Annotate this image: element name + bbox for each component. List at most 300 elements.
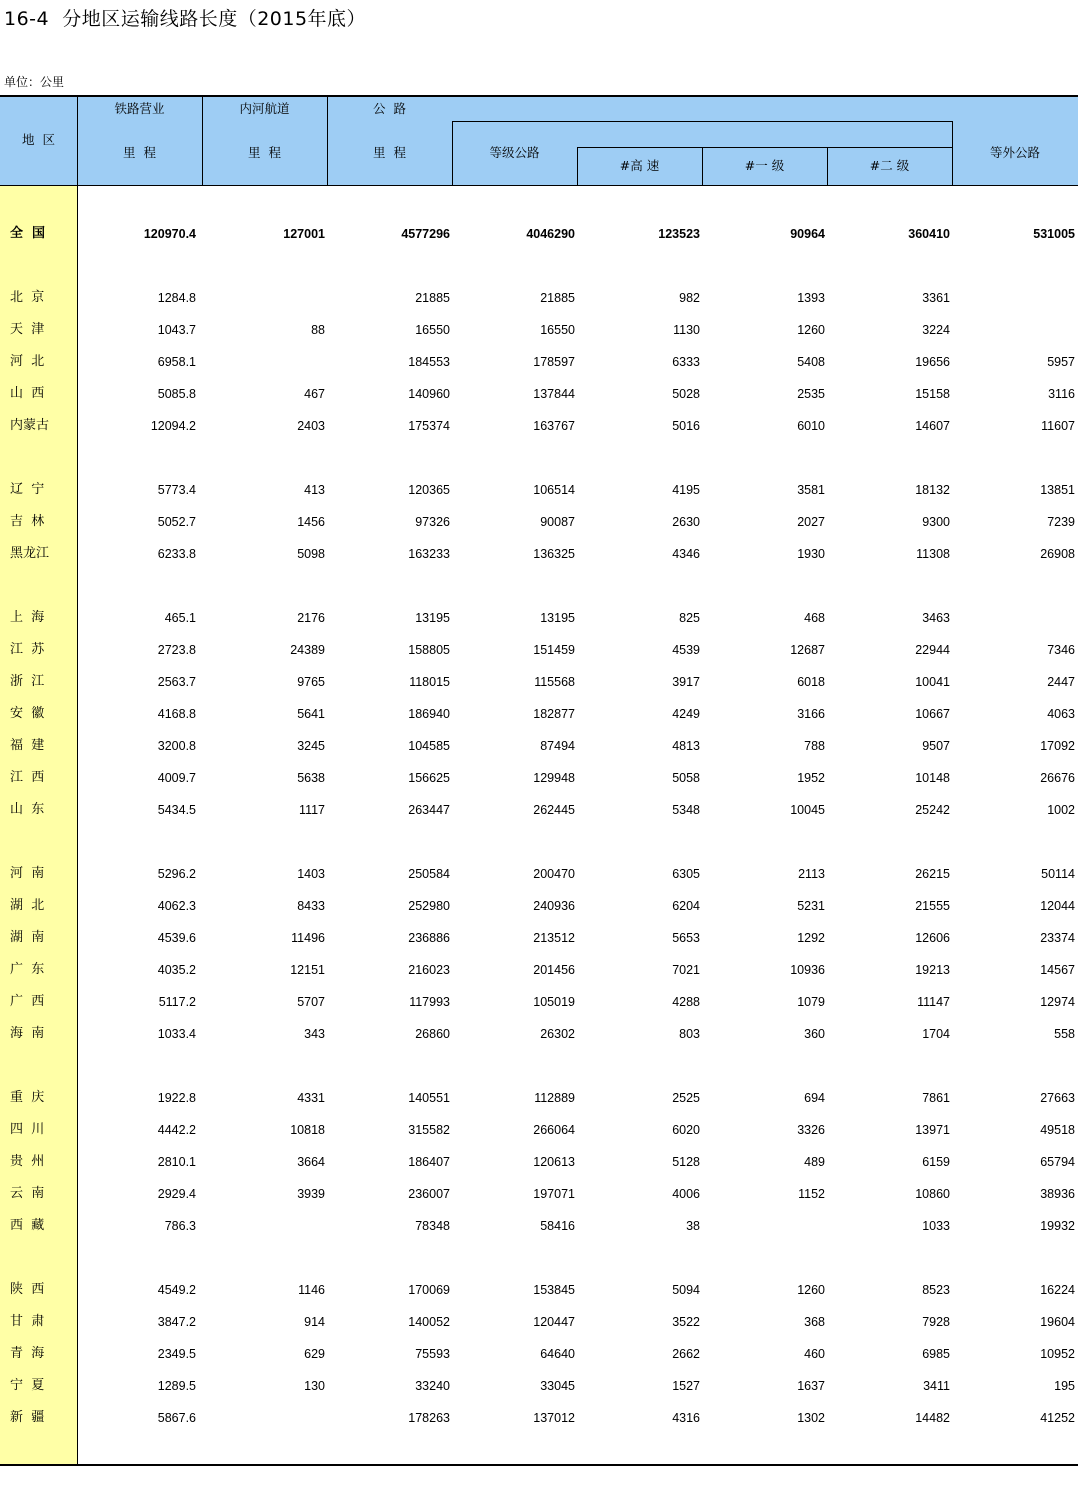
row-region-label: 陕 西 (10, 1282, 45, 1297)
table-cell: 178263 (408, 1411, 450, 1425)
table-cell: 106514 (533, 483, 575, 497)
table-cell: 1292 (797, 931, 825, 945)
table-cell: 156625 (408, 771, 450, 785)
table-cell: 1289.5 (157, 1379, 196, 1393)
table-cell: 2662 (672, 1347, 700, 1361)
table-cell: 163233 (408, 547, 450, 561)
table-cell: 5641 (297, 707, 325, 721)
table-cell: 26302 (540, 1027, 575, 1041)
header-rail-top: 铁路营业 (114, 101, 165, 116)
table-cell: 4577296 (401, 227, 450, 241)
table-cell: 4442.2 (157, 1123, 196, 1137)
row-region-label: 山 西 (10, 386, 45, 401)
table-cell: 468 (804, 611, 825, 625)
table-cell: 3463 (922, 611, 950, 625)
table-cell: 19932 (1040, 1219, 1075, 1233)
table-cell: 38 (686, 1219, 700, 1233)
table-cell: 5058 (672, 771, 700, 785)
table-cell: 33045 (540, 1379, 575, 1393)
table-cell: 6010 (797, 419, 825, 433)
table-cell: 5296.2 (157, 867, 196, 881)
table-cell: 2027 (797, 515, 825, 529)
table-cell: 825 (679, 611, 700, 625)
page-title: 16-4 分地区运输线路长度（2015年底） (4, 8, 367, 30)
table-cell: 1922.8 (157, 1091, 196, 1105)
table-cell: 12094.2 (150, 419, 196, 433)
table-cell: 3116 (1048, 387, 1075, 401)
table-cell: 158805 (408, 643, 450, 657)
table-cell: 200470 (533, 867, 575, 881)
table-cell: 236007 (408, 1187, 450, 1201)
row-region-label: 云 南 (10, 1186, 45, 1201)
header-mid-rule (452, 121, 952, 122)
table-cell: 10860 (915, 1187, 950, 1201)
table-cell: 2447 (1047, 675, 1075, 689)
table-cell: 120365 (408, 483, 450, 497)
header-road-top: 公 路 (373, 101, 406, 116)
table-cell: 9300 (922, 515, 950, 529)
table-cell: 240936 (533, 899, 575, 913)
table-cell: 26215 (915, 867, 950, 881)
table-cell: 4168.8 (157, 707, 196, 721)
table-cell: 3361 (922, 291, 950, 305)
table-cell: 87494 (540, 739, 575, 753)
table-cell: 115568 (534, 675, 575, 689)
table-cell: 6305 (672, 867, 700, 881)
table-cell: 5957 (1047, 355, 1075, 369)
table-cell: 6985 (922, 1347, 950, 1361)
table-cell: 1930 (797, 547, 825, 561)
table-cell: 88 (311, 323, 325, 337)
table-cell: 315582 (408, 1123, 450, 1137)
table-cell: 2113 (798, 867, 825, 881)
table-cell: 5867.6 (157, 1411, 196, 1425)
table-cell: 4549.2 (157, 1283, 196, 1297)
table-cell: 4539.6 (157, 931, 196, 945)
table-cell: 982 (679, 291, 700, 305)
row-region-label: 黑龙江 (10, 546, 50, 561)
table-cell: 15158 (915, 387, 950, 401)
table-cell: 4316 (672, 1411, 700, 1425)
table-cell: 123523 (658, 227, 700, 241)
table-cell: 49518 (1040, 1123, 1075, 1137)
table-cell: 4063 (1047, 707, 1075, 721)
row-region-label: 四 川 (10, 1122, 45, 1137)
table-cell: 7346 (1047, 643, 1075, 657)
table-cell: 170069 (408, 1283, 450, 1297)
table-cell: 2723.8 (157, 643, 196, 657)
table-cell: 16224 (1040, 1283, 1075, 1297)
table-cell: 104585 (408, 739, 450, 753)
table-cell: 10936 (790, 963, 825, 977)
row-region-label: 浙 江 (10, 674, 45, 689)
table-cell: 18132 (915, 483, 950, 497)
table-cell: 2810.1 (157, 1155, 196, 1169)
table-cell: 90964 (790, 227, 825, 241)
region-divider (77, 96, 78, 1465)
table-cell: 1456 (297, 515, 325, 529)
table-cell: 2563.7 (157, 675, 196, 689)
table-cell: 12044 (1040, 899, 1075, 913)
table-cell: 97326 (415, 515, 450, 529)
table-cell: 21885 (540, 291, 575, 305)
header-river-top: 内河航道 (239, 101, 290, 116)
table-cell: 26676 (1040, 771, 1075, 785)
table-cell: 153845 (533, 1283, 575, 1297)
table-cell: 1284.8 (157, 291, 196, 305)
unit-label: 单位：公里 (4, 75, 65, 89)
row-region-label: 宁 夏 (10, 1378, 45, 1393)
table-cell: 4539 (672, 643, 700, 657)
table-cell: 1043.7 (157, 323, 196, 337)
table-cell: 11147 (917, 995, 950, 1009)
table-cell: 694 (804, 1091, 825, 1105)
table-cell: 4331 (297, 1091, 325, 1105)
row-region-label: 吉 林 (10, 514, 45, 529)
table-cell: 163767 (533, 419, 575, 433)
table-cell: 112889 (534, 1091, 575, 1105)
header-class2: #二 级 (869, 158, 910, 173)
table-cell: 26860 (415, 1027, 450, 1041)
table-cell: 11496 (291, 931, 325, 945)
table-cell: 23374 (1040, 931, 1075, 945)
table-cell: 186940 (408, 707, 450, 721)
table-cell: 1403 (297, 867, 325, 881)
table-cell: 216023 (408, 963, 450, 977)
table-cell: 12151 (290, 963, 325, 977)
table-cell: 2176 (297, 611, 325, 625)
row-region-label: 西 藏 (10, 1218, 45, 1233)
table-cell: 182877 (533, 707, 575, 721)
table-cell: 24389 (290, 643, 325, 657)
table-cell: 151459 (533, 643, 575, 657)
table-cell: 6159 (922, 1155, 950, 1169)
table-cell: 65794 (1040, 1155, 1075, 1169)
table-cell: 465.1 (164, 611, 196, 625)
row-region-label: 重 庆 (10, 1090, 45, 1105)
row-region-label: 贵 州 (10, 1154, 45, 1169)
table-cell: 136325 (533, 547, 575, 561)
table-cell: 489 (804, 1155, 825, 1169)
table-cell: 118015 (409, 675, 450, 689)
table-cell: 467 (304, 387, 325, 401)
table-cell: 5773.4 (157, 483, 196, 497)
row-region-label: 新 疆 (10, 1410, 45, 1425)
table-cell: 3166 (797, 707, 825, 721)
row-region-label: 天 津 (10, 322, 45, 337)
header-top-rule (0, 95, 1078, 97)
table-cell: 140052 (408, 1315, 450, 1329)
table-cell: 1393 (797, 291, 825, 305)
table-cell: 22944 (915, 643, 950, 657)
table-cell: 5117.2 (158, 995, 196, 1009)
row-region-label: 辽 宁 (10, 482, 45, 497)
row-region-label: 河 南 (10, 866, 45, 881)
table-cell: 6333 (672, 355, 700, 369)
table-cell: 4249 (672, 707, 700, 721)
table-cell: 4009.7 (157, 771, 196, 785)
table-cell: 13195 (540, 611, 575, 625)
table-cell: 26908 (1040, 547, 1075, 561)
table-cell: 58416 (540, 1219, 575, 1233)
table-cell: 41252 (1040, 1411, 1075, 1425)
table-cell: 178597 (533, 355, 575, 369)
table-cell: 3664 (297, 1155, 325, 1169)
table-cell: 4035.2 (157, 963, 196, 977)
table-cell: 19213 (915, 963, 950, 977)
row-region-label: 北 京 (10, 290, 45, 305)
header-river-bottom: 里 程 (248, 145, 281, 160)
table-cell: 6233.8 (157, 547, 196, 561)
table-cell: 1130 (673, 323, 700, 337)
table-cell: 127001 (283, 227, 325, 241)
table-cell: 140551 (408, 1091, 450, 1105)
table-cell: 4195 (672, 483, 700, 497)
table-cell: 16550 (540, 323, 575, 337)
table-cell: 1704 (922, 1027, 950, 1041)
table-cell: 4006 (672, 1187, 700, 1201)
table-cell: 11607 (1041, 419, 1075, 433)
header-graded: 等级公路 (489, 145, 540, 160)
table-cell: 10041 (915, 675, 950, 689)
table-cell: 186407 (408, 1155, 450, 1169)
table-cell: 343 (304, 1027, 325, 1041)
table-cell: 140960 (408, 387, 450, 401)
table-cell: 4046290 (526, 227, 575, 241)
table-cell: 5638 (297, 771, 325, 785)
table-cell: 2349.5 (157, 1347, 196, 1361)
table-cell: 5653 (672, 931, 700, 945)
table-cell: 3939 (297, 1187, 325, 1201)
table-cell: 10148 (915, 771, 950, 785)
table-cell: 5231 (797, 899, 825, 913)
table-cell: 3326 (797, 1123, 825, 1137)
table-cell: 14567 (1040, 963, 1075, 977)
table-cell: 7021 (672, 963, 700, 977)
row-region-label: 广 东 (10, 962, 45, 977)
table-cell: 1079 (797, 995, 825, 1009)
table-cell: 368 (804, 1315, 825, 1329)
table-cell: 413 (304, 483, 325, 497)
row-region-label: 海 南 (10, 1026, 45, 1041)
table-cell: 4346 (672, 547, 700, 561)
table-cell: 5348 (672, 803, 700, 817)
table-cell: 7861 (922, 1091, 950, 1105)
header-bottom-rule (0, 185, 1078, 186)
table-cell: 21555 (915, 899, 950, 913)
table-cell: 9765 (297, 675, 325, 689)
table-cell: 17092 (1040, 739, 1075, 753)
table-cell: 78348 (415, 1219, 450, 1233)
table-cell: 10045 (790, 803, 825, 817)
table-cell: 360410 (908, 227, 950, 241)
table-cell: 3581 (797, 483, 825, 497)
table-cell: 195 (1054, 1379, 1075, 1393)
table-cell: 2630 (672, 515, 700, 529)
table-cell: 250584 (408, 867, 450, 881)
table-cell: 629 (304, 1347, 325, 1361)
table-cell: 8523 (922, 1283, 950, 1297)
table-cell: 75593 (415, 1347, 450, 1361)
table-cell: 12687 (790, 643, 825, 657)
table-cell: 7928 (922, 1315, 950, 1329)
table-cell: 120613 (533, 1155, 575, 1169)
table-cell: 2525 (672, 1091, 700, 1105)
table-cell: 10952 (1040, 1347, 1075, 1361)
table-cell: 33240 (415, 1379, 450, 1393)
table-cell: 1260 (797, 1283, 825, 1297)
table-cell: 197071 (533, 1187, 575, 1201)
table-cell: 12974 (1040, 995, 1075, 1009)
table-cell: 1152 (798, 1187, 825, 1201)
row-region-label: 湖 南 (10, 930, 45, 945)
table-cell: 1117 (299, 803, 325, 817)
table-cell: 914 (304, 1315, 325, 1329)
table-cell: 3200.8 (157, 739, 196, 753)
row-region-label: 甘 肃 (10, 1314, 45, 1329)
table-cell: 13851 (1040, 483, 1075, 497)
table-cell: 175374 (408, 419, 450, 433)
table-cell: 6020 (672, 1123, 700, 1137)
table-cell: 64640 (540, 1347, 575, 1361)
table-cell: 1952 (797, 771, 825, 785)
row-region-label: 河 北 (10, 354, 45, 369)
table-cell: 1146 (298, 1283, 325, 1297)
table-cell: 10818 (290, 1123, 325, 1137)
table-cell: 4288 (672, 995, 700, 1009)
table-cell: 6018 (797, 675, 825, 689)
table-cell: 11308 (916, 547, 950, 561)
table-cell: 788 (804, 739, 825, 753)
table-cell: 5085.8 (157, 387, 196, 401)
table-cell: 50114 (1041, 867, 1075, 881)
table-cell: 6958.1 (157, 355, 196, 369)
table-cell: 105019 (533, 995, 575, 1009)
table-cell: 3411 (923, 1379, 950, 1393)
table-cell: 9507 (922, 739, 950, 753)
table-cell: 3522 (672, 1315, 700, 1329)
row-region-label: 内蒙古 (10, 418, 50, 433)
header-rail-bottom: 里 程 (123, 145, 156, 160)
table-cell: 14607 (915, 419, 950, 433)
table-cell: 19604 (1040, 1315, 1075, 1329)
table-cell: 38936 (1040, 1187, 1075, 1201)
table-cell: 1260 (797, 323, 825, 337)
table-cell: 13195 (415, 611, 450, 625)
table-cell: 5434.5 (157, 803, 196, 817)
table-cell: 201456 (533, 963, 575, 977)
table-cell: 213512 (533, 931, 575, 945)
table-cell: 3847.2 (157, 1315, 196, 1329)
table-cell: 27663 (1040, 1091, 1075, 1105)
row-region-label: 江 西 (10, 770, 45, 785)
table-cell: 5098 (297, 547, 325, 561)
table-cell: 1302 (797, 1411, 825, 1425)
table-cell: 14482 (915, 1411, 950, 1425)
row-region-label: 广 西 (10, 994, 45, 1009)
table-cell: 21885 (415, 291, 450, 305)
table-cell: 803 (679, 1027, 700, 1041)
table-cell: 3245 (297, 739, 325, 753)
table-cell: 1033.4 (157, 1027, 196, 1041)
table-cell: 5052.7 (157, 515, 196, 529)
table-cell: 10667 (915, 707, 950, 721)
table-cell: 1002 (1047, 803, 1075, 817)
table-cell: 5016 (672, 419, 700, 433)
row-region-label: 山 东 (10, 802, 45, 817)
header-region: 地 区 (22, 132, 55, 147)
table-cell: 120970.4 (143, 227, 196, 241)
table-cell: 4813 (672, 739, 700, 753)
table-cell: 90087 (540, 515, 575, 529)
table-cell: 460 (804, 1347, 825, 1361)
table-cell: 2535 (797, 387, 825, 401)
header-ungraded: 等外公路 (989, 145, 1040, 160)
table-cell: 558 (1054, 1027, 1075, 1041)
table-cell: 5094 (672, 1283, 700, 1297)
table-cell: 25242 (915, 803, 950, 817)
table-cell: 360 (804, 1027, 825, 1041)
row-region-label: 青 海 (10, 1346, 45, 1361)
header-expressway: #高 速 (619, 158, 660, 173)
table-cell: 8433 (297, 899, 325, 913)
table-cell: 1527 (672, 1379, 700, 1393)
table-cell: 4062.3 (157, 899, 196, 913)
row-region-label: 安 徽 (10, 706, 45, 721)
table-cell: 12606 (915, 931, 950, 945)
table-cell: 5408 (797, 355, 825, 369)
table-cell: 5128 (672, 1155, 700, 1169)
table-cell: 120447 (533, 1315, 575, 1329)
table-cell: 184553 (408, 355, 450, 369)
table-cell: 117993 (409, 995, 450, 1009)
header-class1: #一 级 (744, 158, 785, 173)
table-cell: 786.3 (164, 1219, 196, 1233)
table-cell: 137844 (533, 387, 575, 401)
row-region-label: 福 建 (10, 738, 45, 753)
table-cell: 13971 (915, 1123, 950, 1137)
table-cell: 262445 (533, 803, 575, 817)
table-cell: 3917 (672, 675, 700, 689)
region-column-background (0, 186, 77, 1464)
table-cell: 5707 (297, 995, 325, 1009)
table-cell: 1637 (797, 1379, 825, 1393)
table-bottom-rule (0, 1464, 1078, 1466)
table-cell: 2403 (297, 419, 325, 433)
table-cell: 252980 (408, 899, 450, 913)
table-cell: 2929.4 (157, 1187, 196, 1201)
table-cell: 5028 (672, 387, 700, 401)
table-cell: 137012 (533, 1411, 575, 1425)
table-cell: 3224 (922, 323, 950, 337)
table-cell: 6204 (672, 899, 700, 913)
table-cell: 1033 (922, 1219, 950, 1233)
table-cell: 129948 (533, 771, 575, 785)
table-cell: 236886 (408, 931, 450, 945)
header-road-bottom: 里 程 (373, 145, 406, 160)
header-sub-rule (577, 147, 952, 148)
table-cell: 130 (304, 1379, 325, 1393)
row-region-label: 江 苏 (10, 642, 45, 657)
table-cell: 16550 (415, 323, 450, 337)
table-cell: 263447 (408, 803, 450, 817)
table-cell: 266064 (533, 1123, 575, 1137)
table-cell: 7239 (1047, 515, 1075, 529)
row-region-label: 湖 北 (10, 898, 45, 913)
table-cell: 19656 (915, 355, 950, 369)
row-region-label: 上 海 (10, 610, 45, 625)
table-cell: 531005 (1033, 227, 1075, 241)
